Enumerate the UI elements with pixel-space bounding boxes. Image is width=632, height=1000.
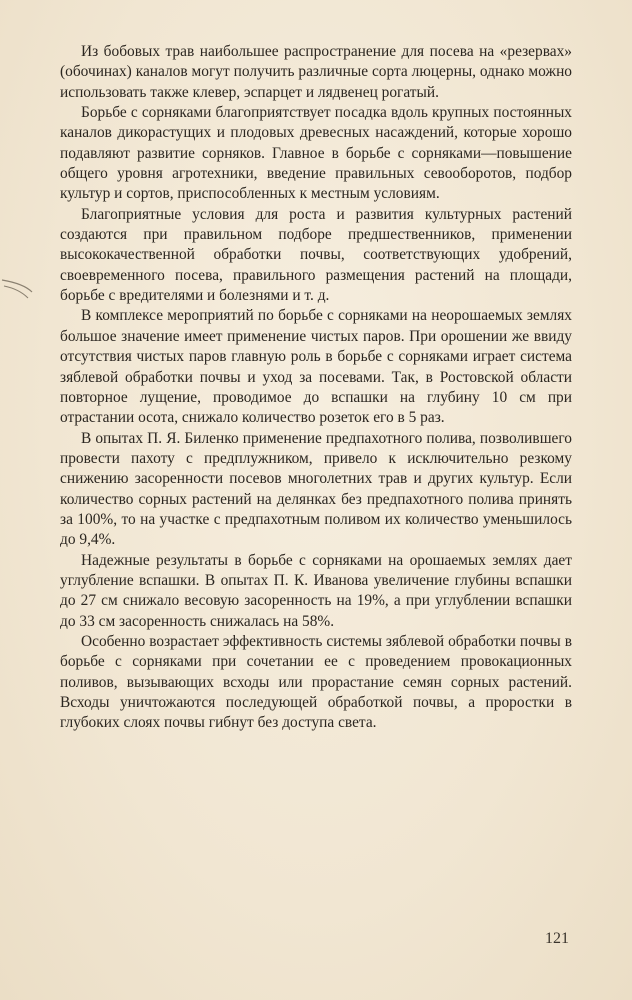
paragraph-7: Особенно возрастает эффективность системы зяблевой обработки почвы в борьбе с сорняками при сочетании ее с проведением провокационных поливов, вызывающих всходы или прорастание семян сорных растений. Всходы уничтожаются последующей обработкой почвы, а проростки в глубоких слоях почвы гибнут без доступа света. — [60, 632, 572, 732]
page-number: 121 — [545, 930, 569, 947]
paragraph-5: В опытах П. Я. Биленко применение предпахотного полива, позволившего провести пахоту с предплужником, привело к исключительно резкому снижению засоренности посевов многолетних трав и других культур. Если количество сорных растений на делянках без предпахотного полива принять за 100%, то на участке с предпахотным поливом их количество уменьшилось до 9,4%. — [60, 429, 572, 549]
paragraph-1: Из бобовых трав наибольшее распространение для посева на «резервах» (обочинах) каналов могут получить различные сорта люцерны, однако можно использовать также клевер, эспарцет и лядвенец рогатый. — [60, 43, 572, 101]
paragraph-3: Благоприятные условия для роста и развития культурных растений создаются при правильном подборе предшественников, применении высококачественной обработки почвы, соответствующих удобрений, своевременного посева, правильного размещения растений на площади, борьбе с вредителями и болезнями и т. д. — [60, 205, 572, 305]
paragraph-6: Надежные результаты в борьбе с сорняками на орошаемых землях дает углубление вспашки. В опытах П. К. Иванова увеличение глубины вспашки до 27 см снижало весовую засоренность на 19%, а при углублении вспашки до 33 см засоренность снижалась на 58%. — [60, 551, 572, 630]
margin-pencil-mark — [0, 272, 40, 302]
body-text — [60, 42, 572, 734]
paragraph-2: Борьбе с сорняками благоприятствует посадка вдоль крупных постоянных каналов дикорастущих и плодовых древесных насаждений, которые хорошо подавляют развитие сорняков. Главное в борьбе с сорняками—повышение общего уровня агротехники, введение правильных севооборотов, подбор культур и сортов, приспособленных к местным условиям. — [60, 104, 572, 203]
paragraph-4: В комплексе мероприятий по борьбе с сорняками на неорошаемых землях большое значение имеет применение чистых паров. При орошении же ввиду отсутствия чистых паров главную роль в борьбе с сорняками играет система зяблевой обработки почвы и уход за посевами. Так, в Ростовской области повторное лущение, проводимое до вспашки на глубину 10 см при отрастании осота, снижало количество розеток его в 5 раз. — [60, 307, 572, 427]
